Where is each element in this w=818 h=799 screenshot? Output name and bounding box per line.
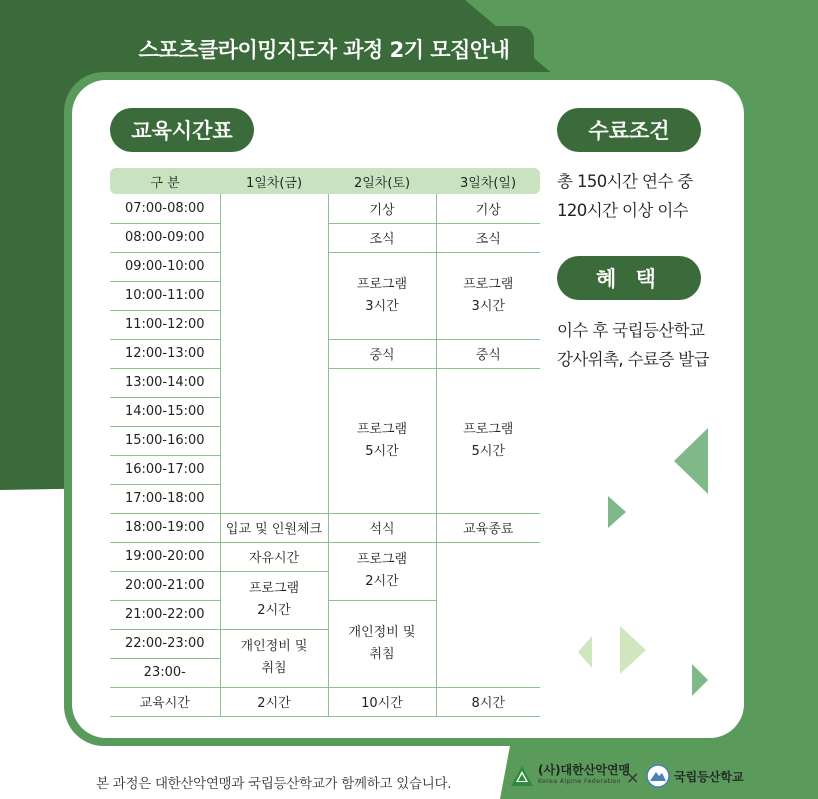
school-logo <box>646 764 744 788</box>
time-cell: 20:00-21:00 <box>110 571 220 600</box>
cell-line: 5시간 <box>365 443 399 459</box>
header-category: 구 분 <box>110 168 220 194</box>
completion-line-2: 120시간 이상 이수 <box>557 201 689 220</box>
day3-cell <box>436 252 540 339</box>
table-row <box>110 542 540 571</box>
cell-line: 3시간 <box>365 298 399 314</box>
time-cell: 07:00-08:00 <box>110 194 220 223</box>
time-cell: 18:00-19:00 <box>110 513 220 542</box>
day2-cell: 중식 <box>328 339 436 368</box>
total-label: 교육시간 <box>110 687 220 716</box>
cell-line: 개인정비 및 <box>240 639 308 654</box>
table-total-row <box>110 687 540 716</box>
footer-text: 본 과정은 대한산악연맹과 국립등산학교가 함께하고 있습니다. <box>96 776 452 792</box>
day2-total: 10시간 <box>328 687 436 716</box>
day3-empty <box>436 542 540 687</box>
cell-line: 취침 <box>369 646 395 662</box>
day1-empty <box>220 194 328 513</box>
time-cell: 13:00-14:00 <box>110 368 220 397</box>
logo-separator: × <box>626 768 640 787</box>
table-header-row <box>110 168 540 194</box>
cell-line: 2시간 <box>257 603 291 618</box>
time-cell: 19:00-20:00 <box>110 542 220 571</box>
cell-line: 프로그램 <box>463 421 514 437</box>
cell-line: 프로그램 <box>463 276 514 292</box>
cell-line: 프로그램 <box>356 421 408 437</box>
time-cell: 12:00-13:00 <box>110 339 220 368</box>
benefit-text <box>557 316 747 374</box>
school-emblem-icon <box>646 764 670 788</box>
cell-line: 개인정비 및 <box>348 624 416 640</box>
time-cell: 14:00-15:00 <box>110 397 220 426</box>
day2-cell <box>328 600 436 687</box>
cell-line: 3시간 <box>471 298 505 314</box>
day2-cell: 조식 <box>328 223 436 252</box>
time-cell: 17:00-18:00 <box>110 484 220 513</box>
day2-cell: 기상 <box>328 194 436 223</box>
day1-cell <box>220 629 328 687</box>
table-row <box>110 513 540 542</box>
cell-line: 프로그램 <box>356 552 408 567</box>
day3-cell: 조식 <box>436 223 540 252</box>
cell-line: 5시간 <box>471 443 505 459</box>
time-cell: 10:00-11:00 <box>110 281 220 310</box>
time-cell: 15:00-16:00 <box>110 426 220 455</box>
benefit-line-2: 강사위촉, 수료증 발급 <box>557 350 709 369</box>
timetable <box>110 168 540 717</box>
day2-cell <box>328 252 436 339</box>
page-title-banner: 스포츠클라이밍지도자 과정 2기 모집안내 <box>114 26 534 72</box>
kaf-logo-text <box>538 764 630 788</box>
day3-cell: 중식 <box>436 339 540 368</box>
time-cell: 22:00-23:00 <box>110 629 220 658</box>
time-cell: 11:00-12:00 <box>110 310 220 339</box>
header-day3: 3일차(일) <box>436 168 540 194</box>
time-cell: 16:00-17:00 <box>110 455 220 484</box>
time-cell: 21:00-22:00 <box>110 600 220 629</box>
cell-line: 2시간 <box>365 574 399 589</box>
time-cell: 09:00-10:00 <box>110 252 220 281</box>
kaf-subtitle: Korea Alpine Federation <box>538 778 622 785</box>
header-day1: 1일차(금) <box>220 168 328 194</box>
benefit-title: 혜 택 <box>557 256 701 300</box>
cell-line: 프로그램 <box>248 581 300 596</box>
completion-line-1: 총 150시간 연수 중 <box>557 172 693 191</box>
day2-cell <box>328 542 436 600</box>
day1-total: 2시간 <box>220 687 328 716</box>
mountain-logo-icon <box>510 765 534 787</box>
day3-total: 8시간 <box>436 687 540 716</box>
day3-cell <box>436 368 540 513</box>
cell-line: 취침 <box>261 661 287 676</box>
day3-cell: 기상 <box>436 194 540 223</box>
day1-cell: 입교 및 인원체크 <box>220 513 328 542</box>
time-cell: 08:00-09:00 <box>110 223 220 252</box>
time-cell: 23:00- <box>110 658 220 687</box>
day2-cell: 석식 <box>328 513 436 542</box>
kaf-name: (사)대한산악연맹 <box>538 763 631 777</box>
kaf-logo <box>510 764 630 788</box>
table-row <box>110 194 540 223</box>
timetable-title: 교육시간표 <box>110 108 254 152</box>
completion-text <box>557 167 747 225</box>
school-name: 국립등산학교 <box>674 769 744 784</box>
completion-title: 수료조건 <box>557 108 701 152</box>
day1-cell: 자유시간 <box>220 542 328 571</box>
header-day2: 2일차(토) <box>328 168 436 194</box>
day1-cell <box>220 571 328 629</box>
benefit-line-1: 이수 후 국립등산학교 <box>557 321 705 340</box>
day3-cell: 교육종료 <box>436 513 540 542</box>
cell-line: 프로그램 <box>356 276 408 292</box>
day2-cell <box>328 368 436 513</box>
